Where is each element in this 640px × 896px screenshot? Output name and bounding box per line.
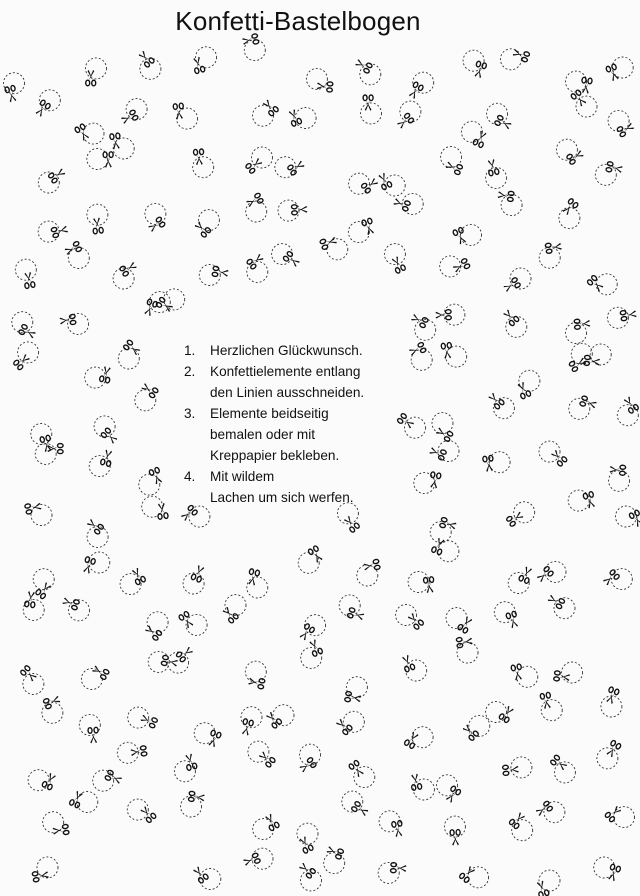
scissors-icon: [428, 446, 446, 461]
scissors-icon: [502, 764, 519, 775]
dashed-cut-circle-icon: [33, 569, 54, 590]
scissors-icon: [119, 260, 138, 277]
dashed-cut-circle-icon: [93, 770, 114, 791]
dashed-cut-circle-icon: [87, 204, 108, 225]
scissors-icon: [400, 654, 415, 672]
scissors-icon: [100, 427, 118, 445]
scissors-icon: [506, 611, 520, 629]
dashed-cut-circle-icon: [545, 561, 566, 582]
dashed-cut-circle-icon: [28, 770, 49, 791]
dashed-cut-circle-icon: [85, 367, 106, 388]
dashed-cut-circle-icon: [614, 807, 635, 828]
dashed-cut-circle-icon: [324, 853, 345, 874]
dashed-cut-circle-icon: [247, 577, 268, 598]
dashed-cut-circle-icon: [306, 68, 327, 89]
scissors-icon: [502, 308, 520, 326]
scissors-icon: [545, 241, 562, 253]
dashed-cut-circle-icon: [147, 612, 168, 633]
dashed-cut-circle-icon: [514, 502, 535, 523]
scissors-icon: [534, 800, 553, 817]
scissors-icon: [283, 251, 302, 269]
scissors-icon: [377, 172, 393, 191]
dashed-cut-circle-icon: [559, 208, 580, 229]
dashed-cut-circle-icon: [118, 348, 139, 369]
dashed-cut-circle-icon: [346, 677, 367, 698]
scissors-icon: [207, 730, 222, 748]
scissors-icon: [497, 190, 514, 202]
scissors-icon: [439, 517, 457, 531]
scissors-icon: [392, 197, 410, 212]
dashed-cut-circle-icon: [68, 248, 89, 269]
scissors-icon: [130, 567, 146, 586]
scissors-icon: [606, 161, 624, 174]
scissors-icon: [535, 566, 553, 584]
scissors-icon: [287, 108, 302, 126]
instruction-line: Elemente beidseitig: [210, 406, 329, 421]
dashed-cut-circle-icon: [273, 705, 294, 726]
scissors-icon: [64, 241, 83, 257]
dashed-cut-circle-icon: [343, 711, 364, 732]
scissors-icon: [486, 158, 499, 176]
dashed-cut-circle-icon: [541, 700, 562, 721]
dashed-cut-circle-icon: [444, 816, 465, 837]
dashed-cut-circle-icon: [113, 268, 134, 289]
dashed-cut-circle-icon: [18, 342, 39, 363]
instruction-list: [184, 340, 404, 508]
scissors-icon: [18, 324, 37, 340]
scissors-icon: [62, 596, 80, 611]
scissors-icon: [473, 130, 489, 149]
scissors-icon: [441, 342, 453, 359]
scissors-icon: [298, 835, 314, 854]
scissors-icon: [452, 227, 467, 245]
dashed-cut-circle-icon: [339, 595, 360, 616]
dashed-cut-circle-icon: [86, 58, 107, 79]
scissors-icon: [34, 99, 51, 118]
scissors-icon: [435, 426, 454, 442]
dashed-cut-circle-icon: [506, 316, 527, 337]
dashed-cut-circle-icon: [500, 49, 521, 70]
dashed-cut-circle-icon: [461, 121, 482, 142]
dashed-cut-circle-icon: [244, 40, 265, 61]
scissors-icon: [606, 64, 621, 82]
dashed-cut-circle-icon: [198, 210, 219, 231]
dashed-cut-circle-icon: [539, 441, 560, 462]
scissors-icon: [291, 204, 307, 215]
scissors-icon: [487, 391, 505, 409]
scissors-icon: [161, 655, 179, 668]
scissors-icon: [188, 791, 205, 803]
dashed-cut-circle-icon: [297, 823, 318, 844]
scissors-icon: [408, 342, 427, 358]
scissors-icon: [52, 824, 69, 836]
scissors-icon: [156, 502, 168, 519]
dashed-cut-circle-icon: [511, 757, 532, 778]
scissors-icon: [354, 58, 373, 74]
dashed-cut-circle-icon: [437, 775, 458, 796]
scissors-icon: [606, 864, 621, 882]
instruction-number: 4.: [184, 469, 196, 484]
scissors-icon: [144, 624, 163, 641]
scissors-icon: [298, 757, 317, 774]
dashed-cut-circle-icon: [149, 292, 170, 313]
scissors-icon: [104, 770, 123, 786]
scissors-icon: [48, 167, 67, 184]
scissors-icon: [245, 193, 264, 209]
scissors-icon: [91, 664, 110, 680]
dashed-cut-circle-icon: [272, 244, 293, 265]
scissors-icon: [173, 103, 185, 120]
dashed-cut-circle-icon: [23, 674, 44, 695]
scissors-icon: [347, 607, 365, 622]
scissors-icon: [184, 753, 198, 771]
dashed-cut-circle-icon: [252, 848, 273, 869]
scissors-icon: [248, 676, 266, 689]
dashed-cut-circle-icon: [562, 662, 583, 683]
scissors-icon: [326, 844, 344, 859]
dashed-cut-circle-icon: [569, 398, 590, 419]
scissors-icon: [13, 353, 31, 371]
dashed-cut-circle-icon: [512, 820, 533, 841]
scissors-icon: [51, 224, 69, 238]
scissors-icon: [423, 577, 435, 594]
scissors-icon: [396, 113, 415, 131]
scissors-icon: [435, 310, 451, 321]
instruction-number: 2.: [184, 364, 196, 379]
dashed-cut-circle-icon: [35, 443, 56, 464]
scissors-icon: [5, 85, 19, 103]
scissors-icon: [257, 750, 275, 768]
scissors-icon: [24, 591, 36, 608]
scissors-icon: [361, 218, 375, 236]
instruction-line: Lachen um sich werfen.: [210, 490, 354, 505]
scissors-icon: [143, 299, 158, 317]
dashed-cut-circle-icon: [193, 157, 214, 178]
dashed-cut-circle-icon: [432, 413, 453, 434]
dashed-cut-circle-icon: [596, 274, 617, 295]
dashed-cut-circle-icon: [145, 203, 166, 224]
scissors-icon: [246, 252, 265, 269]
instruction-line: Herzlichen Glückwunsch.: [210, 343, 363, 358]
dashed-cut-circle-icon: [457, 642, 478, 663]
scissors-icon: [506, 510, 525, 527]
scissors-icon: [390, 862, 406, 873]
instruction-item: [184, 466, 404, 508]
dashed-cut-circle-icon: [446, 346, 467, 367]
scissors-icon: [457, 615, 474, 634]
dashed-cut-circle-icon: [77, 792, 98, 813]
scissors-icon: [444, 785, 461, 804]
dashed-cut-circle-icon: [469, 715, 490, 736]
scissors-icon: [473, 61, 487, 79]
dashed-cut-circle-icon: [571, 343, 592, 364]
scissors-icon: [263, 813, 279, 832]
scissors-icon: [264, 710, 282, 728]
scissors-icon: [120, 109, 139, 125]
page-title: Konfetti-Bastelbogen: [175, 6, 421, 36]
scissors-icon: [547, 593, 566, 609]
dashed-cut-circle-icon: [486, 702, 507, 723]
dashed-cut-circle-icon: [168, 652, 189, 673]
dashed-cut-circle-icon: [444, 304, 465, 325]
dashed-cut-circle-icon: [413, 779, 434, 800]
scissors-icon: [429, 472, 442, 489]
dashed-cut-circle-icon: [15, 259, 36, 280]
scissors-icon: [550, 754, 569, 771]
dashed-cut-circle-icon: [597, 748, 618, 769]
scissors-icon: [335, 717, 353, 735]
scissors-icon: [516, 381, 532, 400]
scissors-icon: [622, 395, 639, 414]
dashed-cut-circle-icon: [252, 147, 273, 168]
dashed-cut-circle-icon: [246, 201, 267, 222]
scissors-icon: [351, 801, 370, 818]
dashed-cut-circle-icon: [446, 608, 467, 629]
scissors-icon: [574, 318, 590, 329]
scissors-icon: [156, 297, 175, 314]
scissors-icon: [509, 811, 527, 829]
dashed-cut-circle-icon: [83, 123, 104, 144]
scissors-icon: [287, 159, 306, 176]
scissors-icon: [191, 865, 208, 884]
scissors-icon: [42, 772, 58, 791]
dashed-cut-circle-icon: [186, 614, 207, 635]
scissors-icon: [193, 220, 211, 238]
scissors-icon: [391, 820, 404, 837]
dashed-cut-circle-icon: [468, 867, 489, 888]
dashed-cut-circle-icon: [405, 417, 426, 438]
instruction-line: den Linien ausschneiden.: [210, 385, 365, 400]
scissors-icon: [566, 149, 585, 165]
scissors-icon: [242, 853, 260, 868]
dashed-cut-circle-icon: [463, 50, 484, 71]
scissors-icon: [550, 448, 568, 466]
instruction-line: Mit wildem: [210, 469, 275, 484]
scissors-icon: [580, 77, 592, 94]
scissors-icon: [176, 645, 195, 662]
scissors-icon: [298, 623, 315, 642]
dashed-cut-circle-icon: [194, 723, 215, 744]
scissors-icon: [99, 366, 112, 384]
scissors-icon: [511, 664, 524, 681]
scissors-icon: [139, 713, 158, 729]
instruction-item: [184, 340, 404, 361]
scissors-icon: [361, 176, 380, 193]
scissors-icon: [261, 98, 279, 116]
scissors-icon: [147, 216, 166, 233]
scissors-icon: [100, 449, 114, 467]
scissors-icon: [308, 638, 324, 657]
scissors-icon: [178, 611, 195, 630]
scissors-icon: [502, 277, 521, 294]
dashed-cut-circle-icon: [539, 247, 560, 268]
scissors-icon: [450, 830, 461, 846]
scissors-icon: [407, 81, 424, 100]
scissors-icon: [494, 115, 513, 131]
instruction-item: [184, 403, 404, 466]
dashed-cut-circle-icon: [89, 552, 110, 573]
dashed-cut-circle-icon: [408, 572, 429, 593]
scissors-icon: [43, 694, 61, 709]
scissors-icon: [617, 121, 636, 137]
dashed-cut-circle-icon: [590, 344, 611, 365]
scissors-icon: [535, 880, 549, 896]
instruction-number: 1.: [184, 343, 196, 358]
dashed-cut-circle-icon: [414, 473, 435, 494]
scissors-icon: [32, 870, 49, 883]
dashed-cut-circle-icon: [225, 595, 246, 616]
dashed-cut-circle-icon: [37, 857, 58, 878]
dashed-cut-circle-icon: [361, 103, 382, 124]
scissors-icon: [456, 636, 473, 648]
dashed-cut-circle-icon: [461, 224, 482, 245]
scissors-icon: [74, 123, 91, 142]
scissors-icon: [579, 395, 597, 410]
instruction-line: Kreppapier bekleben.: [210, 448, 340, 463]
scissors-icon: [518, 565, 533, 583]
scissors-icon: [498, 705, 515, 724]
scissors-icon: [137, 49, 155, 67]
dashed-cut-circle-icon: [595, 164, 616, 185]
dashed-cut-circle-icon: [127, 799, 148, 820]
scissors-icon: [242, 33, 260, 46]
dashed-cut-circle-icon: [612, 57, 633, 78]
dashed-cut-circle-icon: [183, 573, 204, 594]
scissors-icon: [602, 569, 620, 587]
scissors-icon: [629, 509, 640, 528]
dashed-cut-circle-icon: [181, 796, 202, 817]
scissors-icon: [298, 861, 317, 879]
dashed-cut-circle-icon: [379, 811, 400, 832]
scissors-icon: [605, 740, 622, 759]
scissors-icon: [140, 382, 159, 399]
scissors-icon: [69, 790, 85, 809]
dashed-cut-circle-icon: [594, 857, 615, 878]
instruction-item: [184, 361, 404, 403]
dashed-cut-circle-icon: [42, 702, 63, 723]
scissors-icon: [461, 723, 479, 741]
dashed-cut-circle-icon: [566, 71, 587, 92]
scissors-icon: [409, 773, 422, 790]
dashed-cut-circle-icon: [440, 256, 461, 277]
scissors-icon: [410, 312, 429, 328]
instruction-line: Konfettielemente entlang: [210, 364, 361, 379]
dashed-cut-circle-icon: [617, 405, 638, 426]
scissors-icon: [81, 556, 95, 574]
scissors-icon: [344, 691, 361, 704]
scissors-icon: [583, 491, 597, 509]
scissors-icon: [149, 467, 164, 485]
scissors-icon: [320, 235, 338, 250]
scissors-icon: [308, 545, 325, 564]
instruction-line: bemalen oder mit: [210, 427, 316, 442]
instruction-number: 3.: [184, 406, 196, 421]
